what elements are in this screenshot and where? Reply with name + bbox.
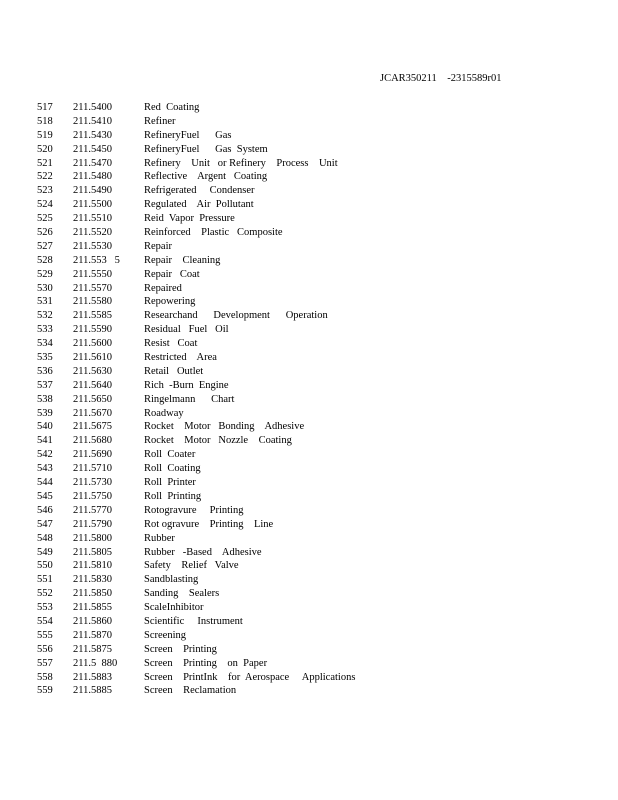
term: Refinery Unit or Refinery Process Unit xyxy=(144,157,338,169)
table-row xyxy=(37,546,355,560)
row-number: 544 xyxy=(37,477,53,489)
row-number: 540 xyxy=(37,421,53,433)
table-row xyxy=(37,504,355,518)
section-number: 211.5430 xyxy=(73,129,112,141)
section-number: 211.5855 xyxy=(73,602,112,614)
section-number: 211.5590 xyxy=(73,324,112,336)
table-row xyxy=(37,309,355,323)
term: Repaired xyxy=(144,282,182,294)
term: Roll Coater xyxy=(144,449,196,461)
row-number: 534 xyxy=(37,338,53,350)
term: Red Coating xyxy=(144,102,200,113)
term: Rubber xyxy=(144,532,175,544)
term: Screen Printing xyxy=(144,643,217,655)
table-row xyxy=(37,601,355,615)
table-row xyxy=(37,407,355,421)
term: Rotogravure Printing xyxy=(144,504,244,516)
row-number: 537 xyxy=(37,379,53,391)
row-number: 517 xyxy=(37,102,53,113)
table-row xyxy=(37,684,355,698)
definitions-table xyxy=(37,101,355,698)
section-number: 211.5883 xyxy=(73,671,112,683)
term: Rubber -Based Adhesive xyxy=(144,546,262,558)
table-row xyxy=(37,573,355,587)
table-row xyxy=(37,532,355,546)
term: Sanding Sealers xyxy=(144,588,220,600)
section-number: 211.5650 xyxy=(73,393,112,405)
term: Reid Vapor Pressure xyxy=(144,213,235,225)
section-number: 211.5550 xyxy=(73,268,112,280)
table-row xyxy=(37,490,355,504)
term: Sandblasting xyxy=(144,574,199,586)
term: Refrigerated Condenser xyxy=(144,185,255,197)
term: Refiner xyxy=(144,115,176,127)
section-number: 211.5500 xyxy=(73,199,112,211)
term: Roll Printer xyxy=(144,477,196,489)
table-row xyxy=(37,143,355,157)
section-number: 211.5520 xyxy=(73,227,112,239)
term: Screen PrintInk for Aerospace Applications xyxy=(144,671,356,683)
term: Scientific Instrument xyxy=(144,615,243,627)
table-row xyxy=(37,393,355,407)
row-number: 550 xyxy=(37,560,53,572)
table-row xyxy=(37,629,355,643)
table-row xyxy=(37,351,355,365)
doc-suffix: -2315589r01 xyxy=(447,73,502,84)
row-number: 528 xyxy=(37,254,53,266)
row-number: 526 xyxy=(37,227,53,239)
section-number: 211.5885 xyxy=(73,685,112,697)
row-number: 549 xyxy=(37,546,53,558)
term: Rot ogravure Printing Line xyxy=(144,518,274,530)
table-row xyxy=(37,101,355,115)
table-row xyxy=(37,254,355,268)
table-row xyxy=(37,559,355,573)
table-row xyxy=(37,448,355,462)
term: Repair Coat xyxy=(144,268,200,280)
section-number: 211.5870 xyxy=(73,629,112,641)
term: ScaleInhibitor xyxy=(144,602,204,614)
section-number: 211.5 880 xyxy=(73,657,118,669)
row-number: 548 xyxy=(37,532,53,544)
section-number: 211.5830 xyxy=(73,574,112,586)
table-row xyxy=(37,643,355,657)
section-number: 211.5410 xyxy=(73,115,112,127)
table-row xyxy=(37,615,355,629)
term: Reflective Argent Coating xyxy=(144,171,268,183)
row-number: 524 xyxy=(37,199,53,211)
page-header xyxy=(380,73,502,84)
table-row xyxy=(37,323,355,337)
section-number: 211.5630 xyxy=(73,365,112,377)
section-number: 211.5490 xyxy=(73,185,112,197)
section-number: 211.5450 xyxy=(73,143,112,155)
row-number: 559 xyxy=(37,685,53,697)
section-number: 211.5530 xyxy=(73,240,112,252)
section-number: 211.5640 xyxy=(73,379,112,391)
term: Roll Printing xyxy=(144,490,202,502)
section-number: 211.5750 xyxy=(73,490,112,502)
term: RefineryFuel Gas xyxy=(144,129,232,141)
row-number: 558 xyxy=(37,671,53,683)
doc-id: JCAR350211 xyxy=(380,73,437,84)
section-number: 211.5710 xyxy=(73,463,112,475)
section-number: 211.553 5 xyxy=(73,254,120,266)
row-number: 522 xyxy=(37,171,53,183)
table-row xyxy=(37,226,355,240)
row-number: 523 xyxy=(37,185,53,197)
term: Researchand Development Operation xyxy=(144,310,328,322)
section-number: 211.5810 xyxy=(73,560,112,572)
row-number: 557 xyxy=(37,657,53,669)
section-number: 211.5805 xyxy=(73,546,112,558)
table-row xyxy=(37,115,355,129)
table-row xyxy=(37,129,355,143)
section-number: 211.5860 xyxy=(73,615,112,627)
row-number: 538 xyxy=(37,393,53,405)
row-number: 536 xyxy=(37,365,53,377)
table-row xyxy=(37,337,355,351)
term: Screen Reclamation xyxy=(144,685,237,697)
term: RefineryFuel Gas System xyxy=(144,143,268,155)
row-number: 552 xyxy=(37,588,53,600)
term: Residual Fuel Oil xyxy=(144,324,229,336)
table-row xyxy=(37,587,355,601)
term: Retail Outlet xyxy=(144,365,204,377)
term: Screening xyxy=(144,629,186,641)
row-number: 529 xyxy=(37,268,53,280)
table-row xyxy=(37,240,355,254)
table-row xyxy=(37,157,355,171)
term: Rocket Motor Bonding Adhesive xyxy=(144,421,305,433)
term: Repair xyxy=(144,240,172,252)
term: Rich -Burn Engine xyxy=(144,379,229,391)
row-number: 530 xyxy=(37,282,53,294)
row-number: 542 xyxy=(37,449,53,461)
row-number: 533 xyxy=(37,324,53,336)
section-number: 211.5480 xyxy=(73,171,112,183)
table-row xyxy=(37,170,355,184)
term: Roll Coating xyxy=(144,463,201,475)
term: Reinforced Plastic Composite xyxy=(144,227,283,239)
section-number: 211.5470 xyxy=(73,157,112,169)
table-row xyxy=(37,212,355,226)
row-number: 539 xyxy=(37,407,53,419)
term: Regulated Air Pollutant xyxy=(144,199,254,211)
table-row xyxy=(37,379,355,393)
row-number: 547 xyxy=(37,518,53,530)
section-number: 211.5690 xyxy=(73,449,112,461)
section-number: 211.5730 xyxy=(73,477,112,489)
table-row xyxy=(37,462,355,476)
table-row xyxy=(37,184,355,198)
row-number: 546 xyxy=(37,504,53,516)
section-number: 211.5770 xyxy=(73,504,112,516)
term: Roadway xyxy=(144,407,184,419)
table-row xyxy=(37,657,355,671)
row-number: 535 xyxy=(37,352,53,364)
section-number: 211.5875 xyxy=(73,643,112,655)
section-number: 211.5585 xyxy=(73,310,112,322)
term: Repair Cleaning xyxy=(144,254,221,266)
row-number: 520 xyxy=(37,143,53,155)
section-number: 211.5850 xyxy=(73,588,112,600)
row-number: 521 xyxy=(37,157,53,169)
section-number: 211.5800 xyxy=(73,532,112,544)
row-number: 518 xyxy=(37,115,53,127)
term: Restricted Area xyxy=(144,352,217,364)
term: Resist Coat xyxy=(144,338,198,350)
row-number: 554 xyxy=(37,615,53,627)
table-row xyxy=(37,365,355,379)
row-number: 531 xyxy=(37,296,53,308)
table-row xyxy=(37,476,355,490)
term: Repowering xyxy=(144,296,196,308)
table-row xyxy=(37,434,355,448)
section-number: 211.5510 xyxy=(73,213,112,225)
term: Screen Printing on Paper xyxy=(144,657,268,669)
row-number: 551 xyxy=(37,574,53,586)
table-row xyxy=(37,671,355,685)
table-row xyxy=(37,282,355,296)
section-number: 211.5400 xyxy=(73,102,112,113)
section-number: 211.5790 xyxy=(73,518,112,530)
section-number: 211.5570 xyxy=(73,282,112,294)
section-number: 211.5610 xyxy=(73,352,112,364)
table-row xyxy=(37,518,355,532)
table-row xyxy=(37,198,355,212)
section-number: 211.5580 xyxy=(73,296,112,308)
row-number: 532 xyxy=(37,310,53,322)
section-number: 211.5670 xyxy=(73,407,112,419)
row-number: 527 xyxy=(37,240,53,252)
term: Rocket Motor Nozzle Coating xyxy=(144,435,292,447)
section-number: 211.5600 xyxy=(73,338,112,350)
row-number: 543 xyxy=(37,463,53,475)
row-number: 555 xyxy=(37,629,53,641)
section-number: 211.5675 xyxy=(73,421,112,433)
row-number: 541 xyxy=(37,435,53,447)
row-number: 545 xyxy=(37,490,53,502)
table-row xyxy=(37,268,355,282)
row-number: 556 xyxy=(37,643,53,655)
term: Ringelmann Chart xyxy=(144,393,235,405)
row-number: 519 xyxy=(37,129,53,141)
table-row xyxy=(37,420,355,434)
row-number: 525 xyxy=(37,213,53,225)
term: Safety Relief Valve xyxy=(144,560,239,572)
row-number: 553 xyxy=(37,602,53,614)
table-row xyxy=(37,295,355,309)
section-number: 211.5680 xyxy=(73,435,112,447)
